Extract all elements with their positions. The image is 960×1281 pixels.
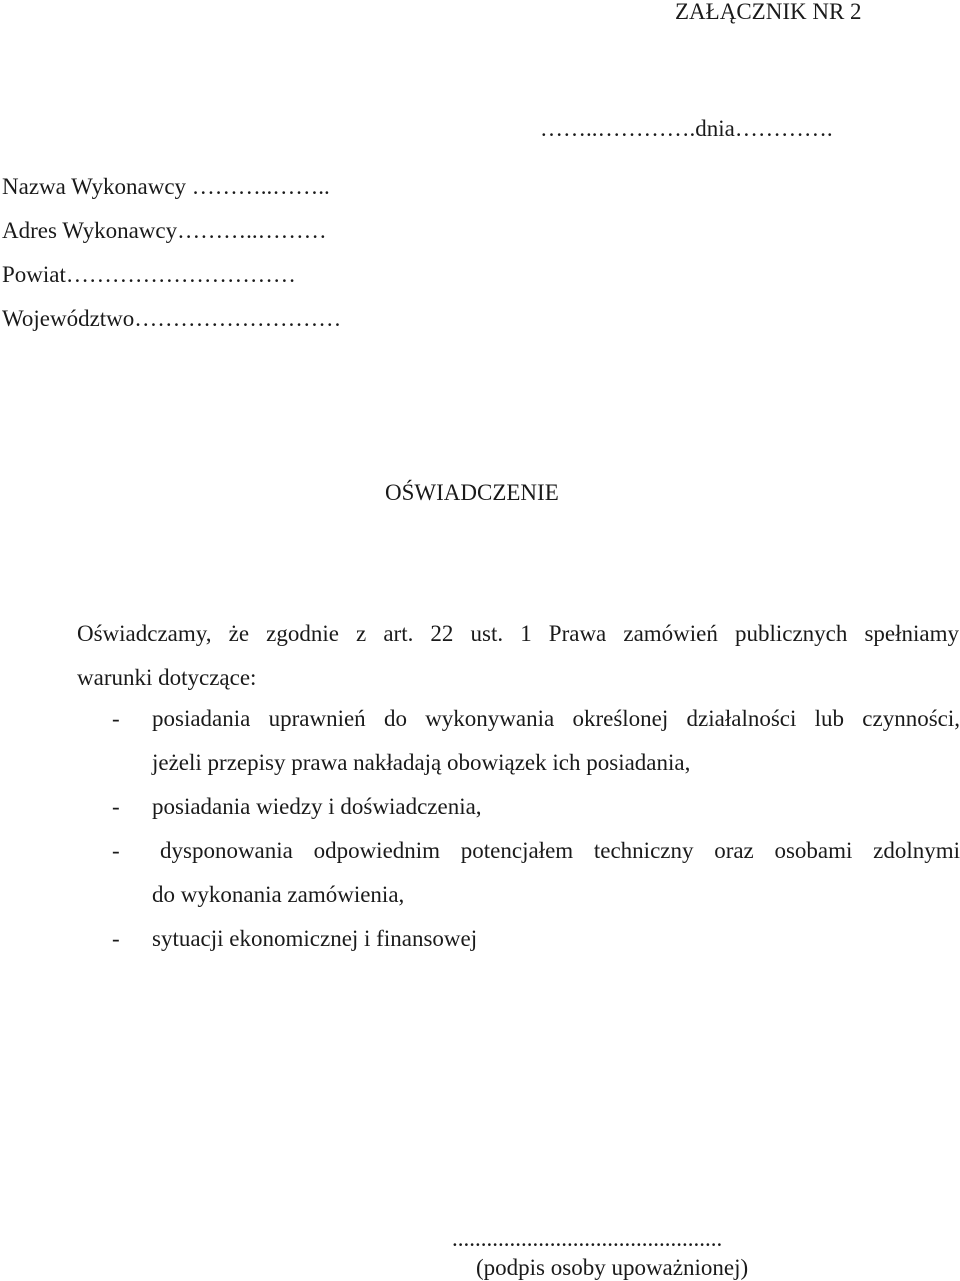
condition-text-line-1: sytuacji ekonomicznej i finansowej: [152, 926, 478, 951]
signature-caption: (podpis osoby upoważnionej): [476, 1255, 749, 1280]
statement-heading: OŚWIADCZENIE: [385, 480, 559, 505]
condition-text-line-2: do wykonania zamówienia,: [152, 882, 405, 907]
annex-title: ZAŁĄCZNIK NR 2: [675, 0, 862, 24]
signature-line: ...............................................: [452, 1226, 723, 1251]
list-dash: -: [112, 926, 120, 951]
condition-text-line-1: dysponowania odpowiednim potencjałem techniczny oraz osobami zdolnymi: [160, 838, 960, 863]
list-dash: -: [112, 794, 120, 819]
list-dash: -: [112, 838, 120, 863]
contractor-name-line: Nazwa Wykonawcy ………..……..: [2, 174, 330, 199]
statement-intro-line-2: warunki dotyczące:: [77, 665, 257, 690]
condition-text-line-1: posiadania wiedzy i doświadczenia,: [152, 794, 482, 819]
county-line: Powiat…………………………: [2, 262, 296, 287]
list-dash: -: [112, 706, 120, 731]
condition-text-line-1: posiadania uprawnień do wykonywania określonej działalności lub czynności,: [152, 706, 960, 731]
voivodeship-line: Województwo………………………: [2, 306, 342, 331]
condition-item-financial: [112, 917, 960, 961]
date-line: ……..………….dnia………….: [540, 116, 833, 141]
statement-intro: [77, 612, 959, 700]
condition-item-knowledge: [112, 785, 960, 829]
statement-intro-line-1: Oświadczamy, że zgodnie z art. 22 ust. 1 Prawa zamówień publicznych spełniamy: [77, 621, 959, 646]
condition-item-licenses: [112, 697, 960, 785]
condition-item-resources: [112, 829, 960, 917]
condition-text-line-2: jeżeli przepisy prawa nakładają obowiązek ich posiadania,: [152, 750, 691, 775]
contractor-address-line: Adres Wykonawcy………..………: [2, 218, 327, 243]
